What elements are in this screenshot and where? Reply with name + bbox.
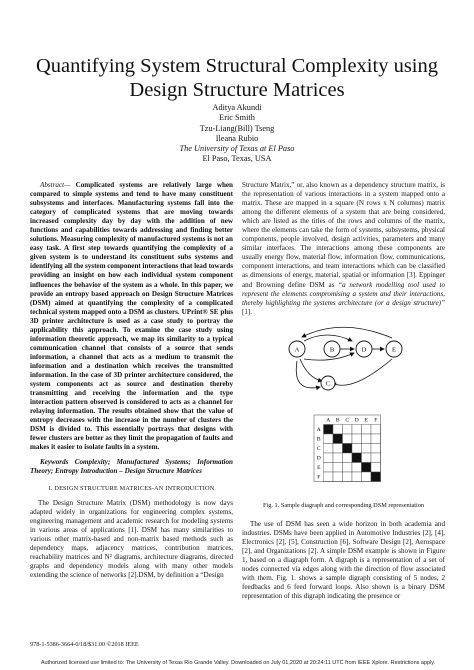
- isbn-code: 978-1-5386-3664-0/18/$31.00 ©2018 IEEE: [30, 641, 139, 648]
- dsm-cell: [333, 434, 343, 444]
- right-column: [242, 181, 445, 601]
- license-notice: Authorized licensed use limited to: The University of Texas Rio Grande Valley. Downloaded on July 01,2020 at 20:24:11 UTC from IEEE Xplore. Restrictions apply.: [40, 660, 436, 666]
- dsm-cell: [371, 434, 381, 444]
- location: El Paso, Texas, USA: [202, 154, 272, 164]
- dsm-row-header: A: [316, 426, 321, 433]
- dsm-row-header: D: [316, 455, 321, 462]
- dsm-cell: [343, 434, 353, 444]
- author-name: Tzu-Liang(Bill) Tseng: [199, 123, 275, 133]
- figure-1: [242, 323, 445, 501]
- left-column: [30, 181, 233, 580]
- dsm-cell: [352, 434, 362, 444]
- dsm-cell: [362, 472, 372, 482]
- dsm-cell: [324, 443, 334, 453]
- keywords-label: Keywords: [40, 458, 69, 467]
- right-body-paragraph: The use of DSM has seen a wide horizon in both academia and industries. DSMs have been applied in Automotive Industries [2], [4], Electronics [2], [5], Construction [6], Software Design [2], Aerospace [2], and Organizations [2]. A simple DSM example is shown in Figure 1, based on a diagraph form. A digraph is a representation of a set of nodes connected via edges along with the direction of flow associated with them. Fig. 1. shows a sample digraph consisting of 5 nodes, 2 feedbacks and 6 feed forward loops. Also shown is a binary DSM representation of this digraph indicating the presence or: [242, 519, 445, 601]
- dsm-row-header: E: [317, 464, 321, 471]
- author-name: Ileana Rubio: [215, 133, 259, 143]
- node-d-label: D: [361, 346, 367, 354]
- dsm-row-header: B: [316, 436, 321, 443]
- dsm-cell: [371, 453, 381, 463]
- dsm-cell: [362, 443, 372, 453]
- dsm-cell: [333, 424, 343, 434]
- dsm-cell: [352, 472, 362, 482]
- dsm-cell: [343, 424, 353, 434]
- dsm-definition-quote: “a network modelling tool used to represent the elements compromising a system and their interactions, thereby highlighting the systems architecture (or a design structure)”: [242, 280, 445, 307]
- keywords: [30, 458, 233, 476]
- edge-e-c: [332, 359, 392, 385]
- affiliation: The University of Texas at El Paso: [179, 144, 295, 154]
- digraph-dsm-figure: [242, 323, 445, 489]
- dsm-cell: [333, 462, 343, 472]
- dsm-col-header: D: [354, 417, 359, 424]
- dsm-col-header: C: [345, 417, 350, 424]
- abstract-text: Complicated systems are relatively large when compared to simple systems and tend to have many constituent subsystems and interfaces. Manufacturing systems fall into the category of complicated systems that are moving towards increased complexity day by day with the addition of new functions and capabilities towards addressing and finding better solutions. Measuring complexity of manufactured systems is not an easy task. A first step towards quantifying the complexity of a given system is to understand its constituent subs systems and identifying all the system component interactions that lead towards providing an insight on how each individual system component influences the behavior of the system as a whole. In this paper, we provide an entropy based approach on Design Structure Matrices (DSM) aimed at quantifying the complexity of a complicated technical system mapped onto a DSM as clusters. UPrint® SE plus 3D printer architecture is used as a case study to portray the applicability this approach. To examine the case study using information theoretic approach, we map its similarity to a typical communication channel that consists of a source that sends information, a channel that acts as a medium to transmit the information and a destination which receives the transmitted information. In the case of 3D printer architecture considered, the system components act as source and destination thereby transmitting and receiving the information and the type interaction pattern observed is considered to acts as a channel for relaying information. The results obtained show that the value of entropy decreases with the increase in the number of clusters the DSM is divided to. This essentially portrays that designs with fewer clusters are better as they limit the propagation of faults and makes it easier to isolate faults in a system.: [30, 181, 233, 452]
- dsm-cell: [371, 443, 381, 453]
- dsm-cell: [352, 462, 362, 472]
- node-a-label: A: [294, 346, 300, 354]
- dsm-definition-text: Structure Matrix,” or, also known as a dependency structure matrix, is the representation of various interactions in a system mapped onto a matrix. These are mapped in a square (N rows x N columns) matrix among the different elements of a system that are being considered, which are listed as the titles of the rows and columns of the matrix, where the elements can take the form of systems, subsystems, physical components, people involved, design activities, parameters and many similar interfaces. The interactions among these components are usually energy flow, material flow, information flow, communications, component interactions, and team interactions which can be classified as dimensions of energy, material, spatial or information [3]. Eppinger and Browning define DSM as: [242, 181, 445, 289]
- dsm-cell: [324, 434, 334, 444]
- digraph-edges: [296, 327, 392, 388]
- dsm-cell: [324, 472, 334, 482]
- dsm-cell: [371, 424, 381, 434]
- left-body-paragraph: The Design Structure Matrix (DSM) methodology is now days adapted widely in organizations for engineering complex systems, engineering management and academic research for modeling systems in various areas of applications [1]. DSM has many similarities to various other matrix-based and non-matrix based methods such as dependency maps, adjacency matrices, contribution matrices, reachability matrices and N² diagrams, architecture diagrams, directed graphs and dependency models along with many other models extending the science of networks [2].DSM, by definition a “Design: [30, 498, 233, 579]
- dsm-cell: [324, 453, 334, 463]
- dsm-cell: [371, 462, 381, 472]
- node-c-label: C: [325, 380, 331, 388]
- dsm-cell: [352, 453, 362, 463]
- node-e-label: E: [392, 346, 396, 354]
- dsm-cell: [343, 472, 353, 482]
- dsm-cell: [333, 453, 343, 463]
- node-b-label: B: [329, 346, 335, 354]
- author-name: Aditya Akundi: [212, 103, 262, 112]
- dsm-cell: [343, 453, 353, 463]
- dsm-cell: [362, 453, 372, 463]
- keywords-text: Complexity; Manufactured Systems; Information Theory; Entropy Introduction – Design Structure Matrices: [30, 458, 233, 476]
- digraph-nodes: [289, 341, 402, 390]
- dsm-cell: [352, 443, 362, 453]
- figure-caption: Fig. 1. Sample diagraph and corresponding DSM representation: [262, 501, 425, 509]
- dsm-cell: [352, 424, 362, 434]
- dsm-cell: [333, 443, 343, 453]
- dsm-cell: [324, 462, 334, 472]
- dsm-matrix: [314, 415, 381, 482]
- dsm-cell: [362, 434, 372, 444]
- dsm-cell: [362, 424, 372, 434]
- dsm-definition-ref: [1].: [242, 307, 253, 316]
- dsm-row-header: C: [316, 445, 321, 452]
- dsm-row-header: F: [317, 474, 321, 481]
- dsm-cell: [324, 424, 334, 434]
- author-name: Eric Smith: [219, 113, 255, 123]
- dsm-col-header: B: [335, 417, 340, 424]
- dsm-cell: [362, 462, 372, 472]
- dsm-cell: [333, 472, 343, 482]
- section-heading: I. DESIGN STRUCTURE MATRICES-AN INTRODUCTION: [48, 484, 215, 492]
- dsm-cell: [371, 472, 381, 482]
- right-top-paragraph: [242, 181, 445, 317]
- abstract-label: Abstract—: [40, 181, 71, 189]
- edge-a-c: [300, 359, 322, 381]
- edge-a-c-feedback: [296, 361, 320, 388]
- paper-title: Quantifying System Structural Complexity using Design Structure Matrices: [35, 54, 438, 101]
- dsm-cell: [343, 443, 353, 453]
- dsm-cell: [343, 462, 353, 472]
- dsm-col-header: A: [326, 417, 331, 424]
- dsm-col-header: F: [374, 417, 378, 424]
- abstract: [30, 181, 233, 452]
- dsm-col-header: E: [364, 417, 368, 424]
- edge-a-d-top: [304, 335, 352, 341]
- author-block: [100, 103, 374, 165]
